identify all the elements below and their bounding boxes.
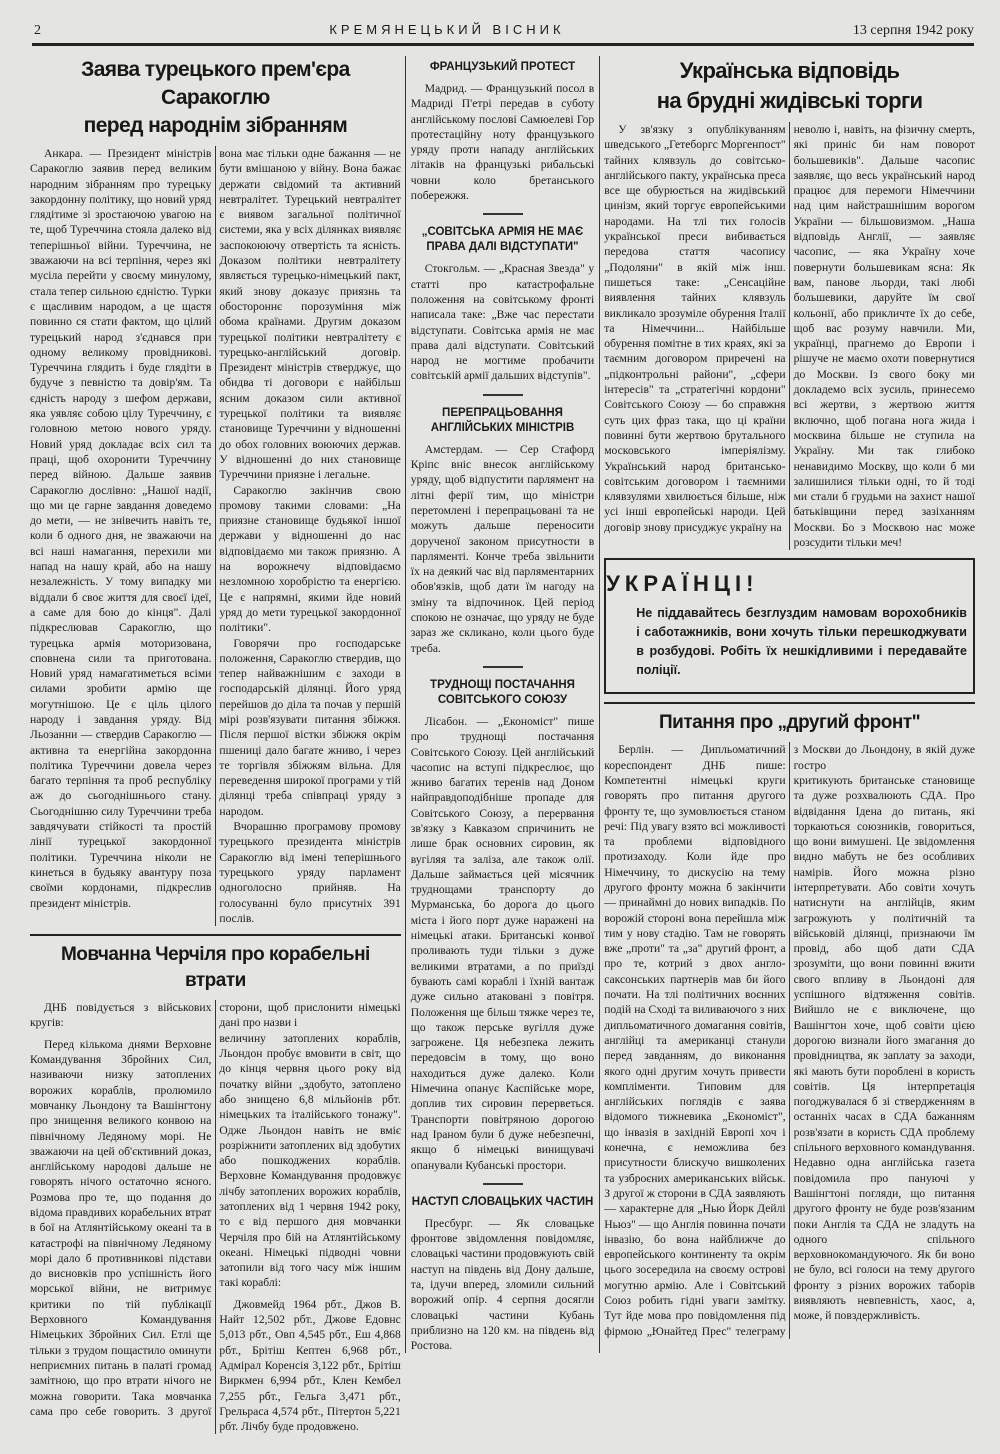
turkey-article-title [30, 56, 401, 140]
page-columns [30, 56, 975, 1434]
issue-date: 13 серпня 1942 року [852, 23, 974, 38]
left-section [30, 56, 401, 1434]
news-soviet-supply [411, 714, 594, 1173]
paragraph: Мадрид. — Французький посол в Мадриді П'етрі передав в суботу англійському послові Самюелеві Гор протестаційну ноту французького уряду проти нападу англійських літаків на французькі рибальські човни коло бретанського побережжя. [410, 82, 595, 203]
article-rule [604, 702, 975, 704]
news-french-protest [411, 81, 594, 203]
news-slovak-advance [411, 1216, 594, 1354]
ukraine-article-body [604, 122, 975, 550]
news-heading-slovak-advance: НАСТУП СЛОВАЦЬКИХ ЧАСТИН [411, 1195, 594, 1208]
appeal-box [604, 558, 975, 694]
paragraph: Перед кількома днями Верховне Командування Збройних Сил, називаючи низку затоплених ворожих кораблів, пролюмило мовчанку Льондону та Вашінгтону про знищення великого конвою на північному Ледяному морі. Не зважаючи на цей об'єктивний доказ, англійському народові дальше не говорять нічого остаточно ясного. Розмова про те, що подання до відома правдивих корабельних втрат в бої на Атлянтійському океані та в катастрофі на північному Ледяному морі дало б противникові підстави до висновків про успішність його морської війни, не витримує критики по тій публікації Верховного Командування Німецьких Збройних Сил. Етлі ще тільки з трудом пощастило оминути неприємних питань в палаті громад замітною, що про втрати нічого не можна говорити. Така мовчанка сама про себе говорить. З другої сторони, щоб прислонити німецькі дані про назви і [30, 1001, 401, 1418]
paragraph: У зв'язку з опублікуванням шведського „Гетеборгс Моргенпост" тайних клявзуль до совітсько-англійського пакту, українська преса все ще обурюється на жидівський цинізм, який торгує европейськими народами. На тлі тих голосів української преси вибивається передова стаття часопису „Подоляни" в якій між інш. пишеться таке: „Сенсаційне виявлення тайних клявзуль викликало зрозуміле обурення Італії та Німеччини... Найбільше обурення помітне в тих краях, які за таємним договором приречені на „підконтрольні райони", „сфери інтересів" та „стратегічні кордони" Совітського Союзу — бо справжня суть цих фраз така, що ці країни повинні бути жертвою брутального московського імперіялізму. Український народ британсько-совітським договором і таємними клявзулями хвилюється більше, ніж усі інші европейські народи. Цей договір знову присуджує україну на [604, 123, 786, 534]
churchill-article-body [30, 1000, 401, 1434]
article-rule [30, 934, 401, 936]
masthead [34, 0, 974, 39]
news-english-ministers [411, 442, 594, 656]
paragraph: Говорячи про господарське положення, Саракоглю ствердив, що тепер найважнішим є заходи в господарській ділянці. Його уряд перейшов до діла та почав у першій мірі розв'язувати питання збіжжя. Після першої вістки збіжжя окрім пшениці дало багате жниво, і через те торгівля збіжжям вільна. Для переведення широкої програми у тій ділянці треба співпраці уряду з народом. [219, 636, 401, 818]
separator [483, 666, 523, 668]
news-heading-english-ministers: ПЕРЕПРАЦЬОВАННЯ АНГЛІЙСЬКИХ МІНІСТРІВ [430, 406, 575, 434]
separator [483, 394, 523, 396]
paragraph: Лісабон. — „Економіст" пише про труднощі постачання Совітського Союзу. Цей англійський часопис на вступі підкреслює, що жниво багатих теренів над Доном найправдоподібніше пропаде для Совітського Союзу, а перервання зв'язку з Кавказом спричинить не лише брак основних сировин, як вугіляя та заліза, але також олії. Дальше займається цей місячник труднощами транспорту до Мурманська, бо дорога до цього міста і його порт дуже наражені на німецькі атаки. Британські конвої проливають туди тільки з дуже великими втратами, а по приїзді бувають самі кораблі і їхній вантаж дуже сильно атаковані з повітря. Положення ще більш тяжке через те, що також перське вугілля дуже загрожене. Ця небезпека лежить передовсім в тому, що воно находиться дуже далеко. Коли Німечина опанує Каспійське море, доплив тих сировин перерветься. Транспорти повітряною дорогою над Іраном були б дуже небезпечні, якщо б німецькі винищувачі опанували Кубанські простори. [410, 714, 595, 1172]
news-heading-soviet-supply: ТРУДНОЩІ ПОСТАЧАННЯ СОВІТСЬКОГО СОЮЗУ [430, 678, 575, 706]
turkey-title-line2: перед народнім зібранням [83, 114, 348, 137]
paragraph: Пресбург. — Як словацьке фронтове звідомлення повідомляє, словацькі частини продовжують свій наступ на південь від Дону дальше, та, ідучи вперед, зломили сильний ворожий опір. 4 серпня досягли словацькі частини Кубань приблизно на 120 км. на південь від Ростова. [410, 1216, 595, 1353]
paragraph: величину затоплених кораблів, Льондон пробує вмовити в світ, що до кінця червня цього року від початку війни „здобуто, затоплено або знищено 6,8 мільйонів рбт. німецьких та італійського тонажу". Одже Льондон навіть не вміє розріжнити затоплених від здобутих або пошкоджених кораблів. Верховне Командування продовжує лічбу затоплених ворожих кораблів, затоплених від 1 червня 1942 року, то є від першого дня мовчанки Черчіля про бій на Атлянтійському океані. Німецькі підводні човни затопили від того часу між іншим такі кораблі: [219, 1031, 401, 1290]
second-front-body [604, 742, 975, 1339]
right-section [604, 56, 975, 1339]
turkey-article-body [30, 146, 401, 926]
paragraph: Вчорашню програмову промову турецького президента міністрів Саракоглю від імені теперішнього турецького уряду парламент одноголосно прийняв. На голосуванні було присутніх 391 послів. [219, 820, 401, 925]
ukraine-title-line1: Українська відповідь [679, 58, 900, 83]
paragraph: ДНБ повідується з військових кругів: [30, 1001, 212, 1030]
news-heading-soviet-army: „СОВІТСЬКА АРМІЯ НЕ МАЄ ПРАВА ДАЛІ ВІДСТУПАТИ" [421, 226, 584, 254]
paragraph: вона має тільки одне бажання — не бути вмішаною у війну. Вона бажає держати свідомий та активний невтралітет. Турецький невтралітет є виявом загальної політичної системи, яка у всіх ділянках виявляє заспокоюючу отвертість та ясність. Доказом політики невтралітету являється турецько-німецький пакт, який знову доказує приязнь та обостороннє порозуміння між обома країнами. Другим доказом турецької політики невтралітету є турецько-англійський договір. Президент міністрів стверджує, що обидва ті договори є найбільш ясним доказом сили активної турецької політики та виявляє становище Туреччини у відношенні до обох головних воюючих держав. У відношенні до них становище Туреччини приязне і легальне. [219, 147, 401, 482]
paragraph: Амстердам. — Сер Стафорд Кріпс вніс внесок англійському уряду, щоб відпустити парлямент на літні ферії тим, що міністри перетомлені і перепрацьовані та не можуть дальше переносити дорученої законом присутности в парляменті. Конче треба звільнити їх на деякий час від парляментарних обов'язків, щоб дати їм нагоду на зміну та відпочинок. Цей період спокою не означає, що уряду не буде зараз же скликано, коли цього буде треба. [410, 442, 595, 655]
middle-section [405, 56, 600, 1353]
separator [483, 1183, 523, 1185]
second-front-article-title: Питання про „другий фронт" [659, 712, 921, 734]
separator [483, 213, 523, 215]
appeal-text: Не піддавайтесь безглуздим намовам ворохобників і саботажників, вони хочуть тільки перешкоджувати в розбудові. Робіть їх нешкідливими і передавайте поліції. [636, 606, 967, 678]
newspaper-title: КРЕМЯНЕЦЬКИЙ ВІСНИК [329, 22, 565, 37]
news-heading-french-protest: ФРАНЦУЗЬКИЙ ПРОТЕСТ [429, 61, 576, 73]
paragraph: Саракоглю закінчив свою промову такими словами: „На приязне становище будьякої іншої держави у відношенні до нас відповідаємо ми також приязню. А на ворожнечу відповідаємо незломною хоробрістю та енергією. Це є напрямні, якими йде новий уряд до мети турецької закордонної політики". [219, 483, 401, 635]
appeal-heading: УКРАЇНЦІ! [606, 571, 759, 597]
ukraine-title-line2: на брудні жидівські торги [656, 88, 923, 113]
masthead-rule [32, 43, 974, 46]
paragraph: Берлін. — Дипльоматичний кореспондент ДНБ пише: Компетентні німецькі круги говорять про питання другого фронту те, що зумовлюється станом речі: Під увагу взято всі можливості та проблеми відповідного протизаходу. Коли йде про Німеччину, то дискусію на тему другого фронту можна б закінчити — принаймні до нових випадків. По ворожій стороні вона перейшла між тим у нову стадію. Там не говорять вже „проти" та „за" другий фронт, а про те, котрий з двох англо-саксонських партнерів мав би його почати. На тлі політичних воєнних подій на Сході та виливаючого з них дипльоматичного домагання совітів, англійці та американці станули перед завданням, до виконання якого одні другим хочуть привести компліменти. Типовим для англійських поглядів є заява відомого тижневика „Економіст", що інвазія в західній Европі хоч і конечна, є неможлива без присутности блискучо вишколених та узброєних американських військ. З другої ж сторони в СДА заявляють — характерне для „Нью Йорк Дейлі Ньюз" — що Англія повинна почати інвазію, бо вона найближче до европейського континенту та окрім цього зосередила на своєму острові могутню армію. Але і Совітський Союз робить гідні уваги замітку. Тут йде мова про повідомлення під фірмою „Юнайтед Прес" телеграму з Москви до Льондону, в якій дуже гостро [604, 743, 975, 1338]
churchill-article-title: Мовчанна Черчіля про корабельні втрати [60, 944, 370, 992]
ukraine-article-title [604, 56, 975, 116]
page-number: 2 [34, 23, 41, 38]
paragraph: Джовмейд 1964 рбт., Джов В. Найт 12,502 рбт., Джове Едовнс 5,013 рбт., Овп 4,545 рбт., Еш 4,868 рбт., Брітіш Кептен 6,968 рбт., Адмірал Коренсія 3,122 рбт., Брітіш Виркмен 6,994 рбт., Клен Кембел 7,255 рбт., Гельга 3,471 рбт., Грельраса 4,574 рбт., Пітертон 5,221 рбт. Лічбу буде продовжено. [219, 1297, 401, 1434]
paragraph: неволю і, навіть, на фізичну смерть, які приніс би нам поворот большевиків". Дальше часопис заявляє, що весь український народ працює для перемоги Німеччини над цим найстрашнішим ворогом України — більшовизмом. „Наша відповідь Англії, — заявляє часопис, — яка Україну хоче повернути большевикам ясна: Як вам, панове льорди, такі любі большевики, даруйте їм свої кольонії, або прикличте їх до себе, щоб вас розуму навчили. Ми, українці, прагнемо до Европи і рішуче не маємо охоти повернутися до Москви. Із свого боку ми докладемо всіх зусиль, принесемо всі жертви, з жертвою життя включно, щоб погана нога жида і москвина більше не ступила на Україну. Ми так глибоко ненавидимо Москву, що коли б ми залишилися тільки одні, то й тоді ми стали б грудьми на захист нашої батьківщини перед зазіханням Москви. Бо з Москвою нас може розсудити тільки меч! [793, 123, 975, 550]
paragraph: критикують британське становище та дуже розхвалюють СДА. Про відвідання Ідена до питань, які торкаються союзників, говориться, що вони вимушені. Це звідомлення видно мабуть не без особливих намірів. Його можна різно інтерпретувати. Або совіти хочуть натиснути на англійців, яким загрожують у політичній та військовій ділянці, признаючи їм провід, або щоб дати СДА зрозуміти, що вони повинні вжити свого впливу в Льондоні для успішного відтяження совітів. Вийшло не є виключене, що Вашінгтон хоче, щоб совіти цією дорогою визнали його змагання до провідництва, як заплату за заходи, які мають бути пороблені в користь совітів. Ця інтерпретація погоджувалася б зі ствердженням в останніх часах в СДА бажанням розв'язати в користь СДА проблему спільного верховного командування. Недавно одна англійська газета повідомила про пануючі у Вашінгтоні погляди, що питання другого фронту не буде розв'язаним поки Англія та СДА не зладуть на одного спільного верховнокомандуючого. Як би воно не було, всі голоси на тему другого фронту з різних ворожих таборів виявляють невпевність, хаос, а, може, й повздержливість. [793, 773, 975, 1323]
turkey-title-line1: Заява турецького прем'єра Саракоглю [81, 58, 350, 109]
paragraph: Стокгольм. — „Красная Звезда" у статті про катастрофальне положення на совітському фронті написала таке: „Вже час перестати відступати. Совітська армія не має права далі відступати. Совітський народ не могтиме пробачити совітській армії дальших відступів". [410, 262, 595, 383]
paragraph: Анкара. — Президент міністрів Саракоглю заявив перед великим народним зібранням про турецьку закордонну політику, що новий уряд глядітиме зі зростаючою увагою на те, щоб Туреччина стояла далеко від теперішньої війни. Туреччина, не зважаючи на всі терпіння, через які мусіла перейти у своєму минулому, стала тепер сильною єдністю. Турки є щасливим народом, а це щастя повинно ся стати фактом, що цілий турецький народ з'єднався при одному великому провідникові. Туреччина глядить і буде глядіти в будуче з певністю та довір'ям. Та єдність народу з шефом держави, яка уявляє собою цілу Туреччину, є головною метою нового уряду. Новий уряд докладає всіх сил та праці, щоб охоронити Туреччину перед війною. Дальше заявив Саракоглю дослівно: „Нашої надії, що ми це гарне завдання доведемо до мети, — не знівечить навіть те, коли б одного дня, не зважаючи на всі наші намагання, перехили ми напад на нашу край, або на нашу незалежність. У тому випадку ми віддали б своє життя для своєї ідеї, а саме для бою до кінця". Далі підкреслював Саракоглю, що турецька армія моторизована, сповнена сили та приготована. Новий уряд намагатиметься всіми силами зробити армію ще могутнішою. Це є ціль цілого народу і завдання уряду. Від Льозанни — ствердив Саракоглю — активна та енергійна закордонна політика Туреччини довела через багато терпіння та проб республіку аж до сьогоднішнього стану. Сьогоднішню силу Туреччини треба завдячувати стійкості та простій лінії турецької закордонної політики. Туреччина ніколи не кинеться в будьяку авантуру поза своїми кордонами, підкреслив президент міністрів. [30, 147, 212, 910]
news-soviet-army [411, 261, 594, 383]
